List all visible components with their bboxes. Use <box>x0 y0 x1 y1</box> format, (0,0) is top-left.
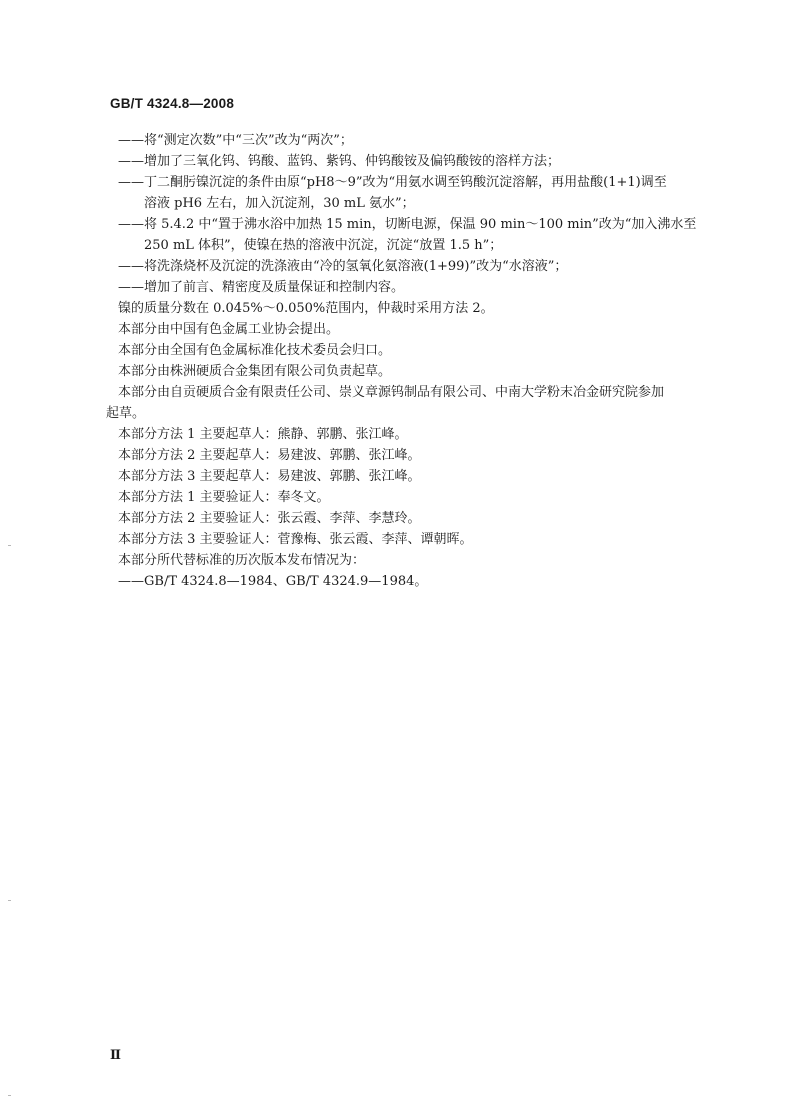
paragraph-participating-drafters: 本部分由自贡硬质合金有限责任公司、崇义章源钨制品有限公司、中南大学粉末冶金研究院参加 <box>118 385 665 400</box>
paragraph-method3-drafters: 本部分方法 3 主要起草人：易建波、郭鹏、张江峰。 <box>118 469 421 484</box>
paragraph-method1-verifiers: 本部分方法 1 主要验证人：奉冬文。 <box>118 490 330 505</box>
foreword-body <box>106 130 718 592</box>
change-item-heating-cont: 250 mL 体积”，使镍在热的溶液中沉淀，沉淀“放置 1.5 h”； <box>144 238 503 253</box>
paragraph-method3-verifiers: 本部分方法 3 主要验证人：菅豫梅、张云霞、李萍、谭朝晖。 <box>118 532 473 547</box>
change-item-dissolution-methods: ——增加了三氧化钨、钨酸、蓝钨、紫钨、仲钨酸铵及偏钨酸铵的溶样方法； <box>118 154 561 169</box>
paragraph-proposed-by: 本部分由中国有色金属工业协会提出。 <box>118 322 340 337</box>
paragraph-nickel-fraction: 镍的质量分数在 0.045%～0.050%范围内，仲裁时采用方法 2。 <box>118 301 494 316</box>
paragraph-drafted-by: 本部分由株洲硬质合金集团有限公司负责起草。 <box>118 364 392 379</box>
standard-number-header: GB/T 4324.8—2008 <box>110 96 235 111</box>
change-item-washing-solution: ——将洗涤烧杯及沉淀的洗涤液由“冷的氢氧化氨溶液(1+99)”改为“水溶液”； <box>118 259 568 274</box>
paragraph-centralized-by: 本部分由全国有色金属标准化技术委员会归口。 <box>118 343 392 358</box>
paragraph-replaced-editions: 本部分所代替标准的历次版本发布情况为： <box>118 553 366 568</box>
paragraph-method1-drafters: 本部分方法 1 主要起草人：熊静、郭鹏、张江峰。 <box>118 427 408 442</box>
change-item-added-sections: ——增加了前言、精密度及质量保证和控制内容。 <box>118 280 405 295</box>
margin-scan-mark <box>8 900 11 901</box>
page-number: Ⅱ <box>110 1048 121 1063</box>
paragraph-method2-verifiers: 本部分方法 2 主要验证人：张云霞、李萍、李慧玲。 <box>118 511 421 526</box>
change-item-test-count: ——将“测定次数”中“三次”改为“两次”； <box>118 133 353 148</box>
margin-scan-mark <box>8 545 11 546</box>
change-item-heating: ——将 5.4.2 中“置于沸水浴中加热 15 min，切断电源，保温 90 min～100 min”改为“加入沸水至 <box>118 217 697 232</box>
paragraph-participating-drafters-cont: 起草。 <box>106 406 146 421</box>
change-item-precipitation-conditions-cont: 溶液 pH6 左右，加入沉淀剂，30 mL 氨水”； <box>144 196 415 211</box>
replaced-editions-list: ——GB/T 4324.8—1984、GB/T 4324.9—1984。 <box>118 574 428 589</box>
change-item-precipitation-conditions: ——丁二酮肟镍沉淀的条件由原“pH8～9”改为“用氨水调至钨酸沉淀溶解，再用盐酸(1+1)调至 <box>118 175 667 190</box>
margin-scan-mark <box>8 1095 11 1096</box>
paragraph-method2-drafters: 本部分方法 2 主要起草人：易建波、郭鹏、张江峰。 <box>118 448 421 463</box>
